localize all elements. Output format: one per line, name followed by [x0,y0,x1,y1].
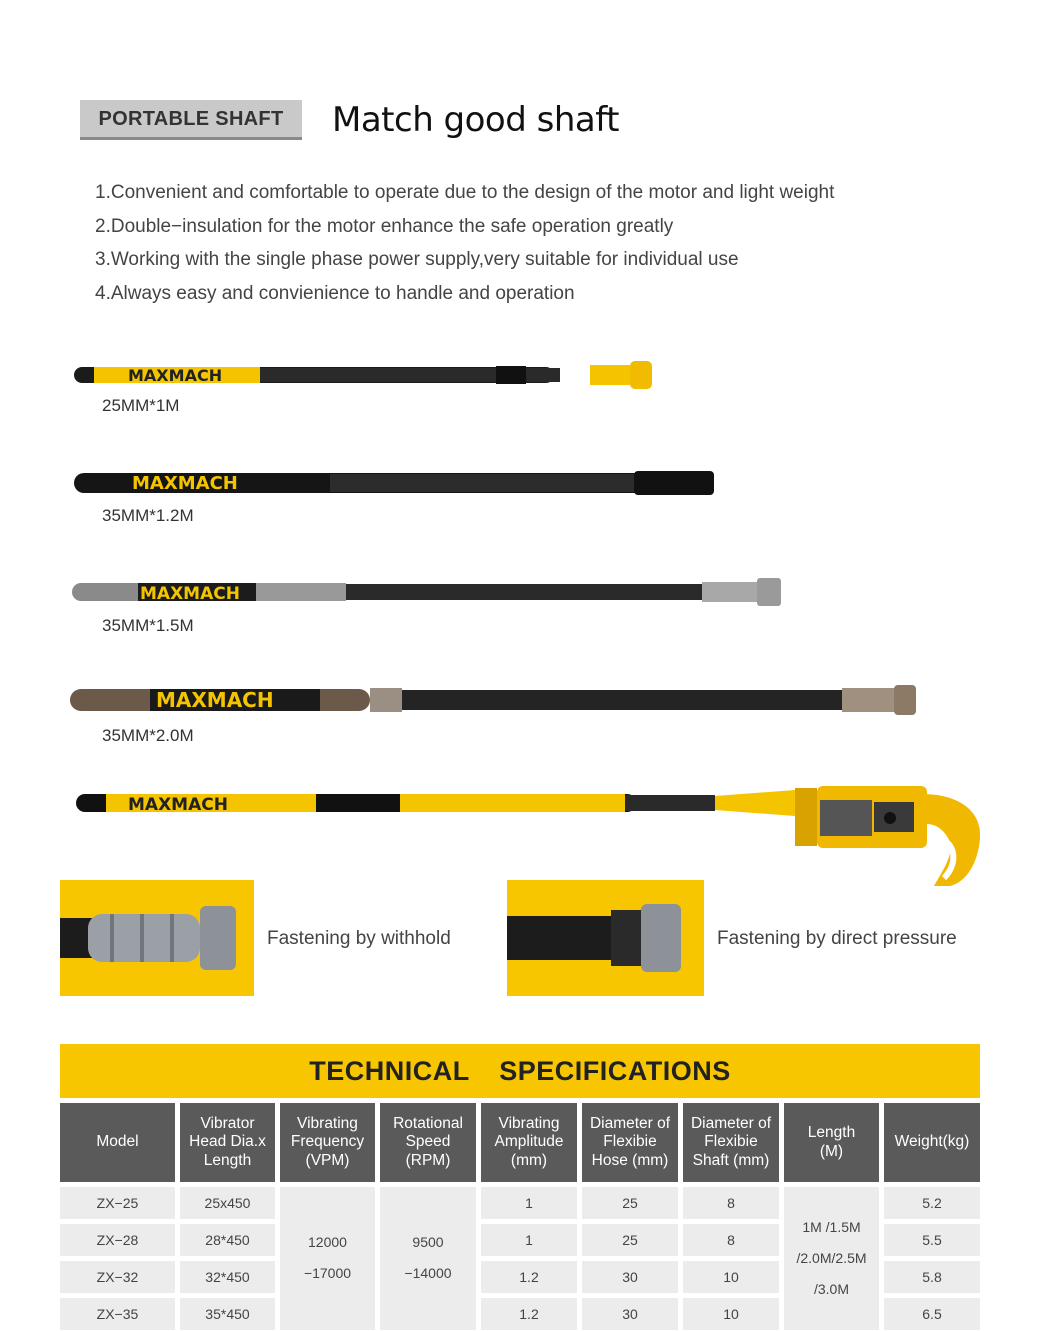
header-head-size: Vibrator Head Dia.x Length [180,1103,275,1182]
cell-model: ZX−25 [60,1187,175,1219]
header-model: Model [60,1103,175,1182]
section-tag: PORTABLE SHAFT [80,100,302,140]
cell-amplitude: 1.2 [481,1261,577,1293]
cell-shaft-diameter: 8 [683,1224,779,1256]
cell-hose-diameter: 25 [582,1224,678,1256]
shaft-label-4: 35MM*2.0M [102,726,194,745]
brand-label: MAXMACH [128,795,228,815]
cell-amplitude: 1 [481,1224,577,1256]
pressure-photo [507,880,704,996]
cell-weight: 5.5 [884,1224,980,1256]
cell-frequency-merged: 12000 −17000 [280,1187,375,1330]
shaft-image-35mm-1-2m [60,465,1000,501]
header-length: Length (M) [784,1103,879,1182]
brand-label: MAXMACH [140,584,240,604]
cell-length-merged: 1M /1.5M /2.0M/2.5M /3.0M [784,1187,879,1330]
cell-shaft-diameter: 10 [683,1298,779,1330]
shaft-image-35mm-1-5m [60,574,1000,610]
shaft-label-1: 25MM*1M [102,396,180,415]
brand-label: MAXMACH [128,366,223,385]
cell-shaft-diameter: 10 [683,1261,779,1293]
cell-weight: 5.2 [884,1187,980,1219]
cell-head-size: 25x450 [180,1187,275,1219]
feature-2: 2.Double−insulation for the motor enhance the safe operation greatly [95,216,674,237]
cell-model: ZX−35 [60,1298,175,1330]
vibrator-with-motor-image [60,782,1000,894]
pressure-caption: Fastening by direct pressure [717,928,957,949]
feature-1: 1.Convenient and comfortable to operate due to the design of the motor and light weight [95,182,835,203]
header-frequency: Vibrating Frequency (VPM) [280,1103,375,1182]
header-weight: Weight(kg) [884,1103,980,1182]
cell-speed-merged: 9500 −14000 [380,1187,476,1330]
brand-label: MAXMACH [132,473,238,494]
header-shaft-diameter: Diameter of Flexibie Shaft (mm) [683,1103,779,1182]
shaft-image-25mm-1m [60,355,1000,395]
feature-3: 3.Working with the single phase power supply,very suitable for individual use [95,249,739,270]
cell-head-size: 32*450 [180,1261,275,1293]
cell-hose-diameter: 30 [582,1261,678,1293]
cell-hose-diameter: 25 [582,1187,678,1219]
specs-title: TECHNICAL SPECIFICATIONS [60,1044,980,1098]
shaft-image-35mm-2-0m [60,682,1000,718]
cell-model: ZX−32 [60,1261,175,1293]
cell-weight: 5.8 [884,1261,980,1293]
cell-shaft-diameter: 8 [683,1187,779,1219]
brand-label: MAXMACH [156,688,274,712]
page-title: Match good shaft [332,100,619,140]
header-hose-diameter: Diameter of Flexibie Hose (mm) [582,1103,678,1182]
withhold-photo [60,880,254,996]
cell-weight: 6.5 [884,1298,980,1330]
cell-hose-diameter: 30 [582,1298,678,1330]
cell-head-size: 28*450 [180,1224,275,1256]
shaft-label-3: 35MM*1.5M [102,616,194,635]
shaft-label-2: 35MM*1.2M [102,506,194,525]
feature-4: 4.Always easy and convienience to handle and operation [95,283,575,304]
cell-amplitude: 1.2 [481,1298,577,1330]
header-amplitude: Vibrating Amplitude (mm) [481,1103,577,1182]
withhold-caption: Fastening by withhold [267,928,451,949]
header-speed: Rotational Speed (RPM) [380,1103,476,1182]
cell-model: ZX−28 [60,1224,175,1256]
cell-amplitude: 1 [481,1187,577,1219]
cell-head-size: 35*450 [180,1298,275,1330]
